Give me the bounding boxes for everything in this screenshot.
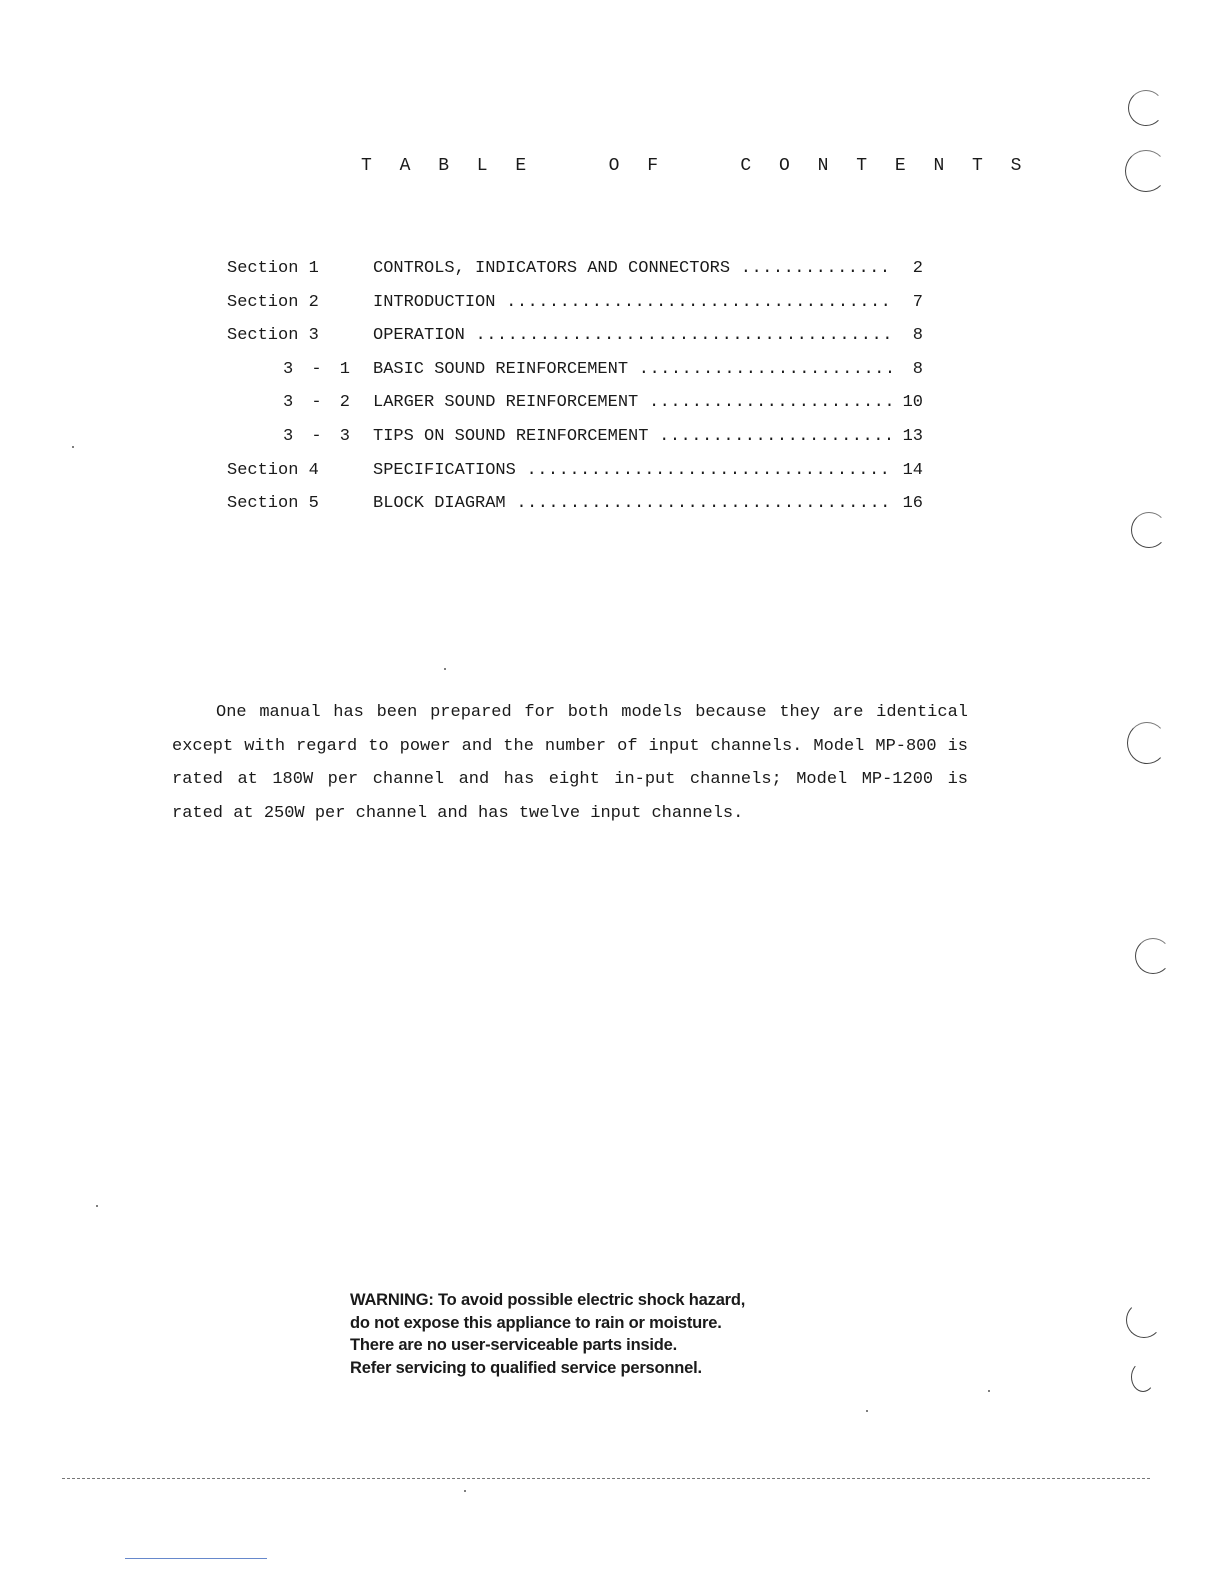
toc-row [227, 389, 927, 423]
warning-line: WARNING: To avoid possible electric shock hazard, [350, 1291, 746, 1309]
toc-entry-title: BASIC SOUND REINFORCEMENT ..... [373, 356, 893, 384]
toc-label: Section 3 [227, 326, 319, 346]
scan-speck [72, 446, 74, 448]
toc-page-number: 7 [912, 292, 923, 312]
toc-page-number: 2 [912, 259, 923, 278]
toc-label: Section 1 [227, 259, 319, 278]
toc-label: Section 2 [227, 292, 319, 312]
punch-hole-mark [1135, 938, 1171, 974]
toc-row [227, 457, 927, 491]
intro-paragraph: One manual has been prepared for both models because they are identical except with regard to power and the number of input channels. Model MP-800 is rated at 180W per channel and has eight in-put channels; Model MP-1200 is rated at 250W per channel and has twelve input channels. [172, 703, 968, 823]
toc-title: T A B L E O F C O N T E N T S [361, 156, 1022, 176]
toc-entry-title: SPECIFICATIONS ..... [373, 457, 893, 485]
toc-row [227, 322, 927, 356]
bottom-rule [62, 1478, 1150, 1479]
toc-page-number: 14 [902, 460, 923, 480]
toc-row [227, 289, 927, 323]
toc-label: Section 4 [227, 460, 319, 480]
scan-speck [464, 1490, 466, 1492]
scan-speck [988, 1390, 990, 1392]
toc-entry-title: INTRODUCTION ..... [373, 289, 893, 317]
toc-sublabel: 3 - 2 [283, 393, 353, 413]
scan-speck [866, 1410, 868, 1412]
scan-speck [444, 668, 446, 670]
toc-row [227, 356, 927, 390]
toc-entry-title: OPERATION ..... [373, 322, 893, 350]
warning-notice [350, 1289, 745, 1379]
punch-hole-mark [1128, 90, 1164, 126]
toc-list [227, 255, 927, 524]
toc-page-number: 10 [902, 393, 923, 413]
toc-page-number: 13 [902, 426, 923, 446]
footer-mark [125, 1558, 267, 1559]
warning-line: do not expose this appliance to rain or moisture. [350, 1313, 722, 1332]
punch-hole-mark [1131, 512, 1167, 548]
toc-row [227, 423, 927, 457]
toc-page-number: 8 [912, 326, 923, 346]
toc-entry-title: TIPS ON SOUND REINFORCEMENT ..... [373, 423, 893, 451]
toc-page-number: 16 [902, 494, 923, 514]
toc-sublabel: 3 - 3 [283, 426, 353, 446]
warning-line: Refer servicing to qualified service personnel. [350, 1358, 702, 1377]
toc-sublabel: 3 - 1 [283, 359, 353, 379]
warning-line: There are no user-serviceable parts inside. [350, 1336, 678, 1354]
toc-entry-title: LARGER SOUND REINFORCEMENT ..... [373, 389, 893, 417]
toc-page-number: 8 [912, 359, 923, 379]
scan-speck [96, 1205, 98, 1207]
toc-entry-title: BLOCK DIAGRAM ..... [373, 490, 893, 518]
toc-entry-title: CONTROLS, INDICATORS AND CONNECTORS ..... [373, 255, 893, 283]
toc-row [227, 490, 927, 524]
toc-label: Section 5 [227, 494, 319, 514]
punch-hole-mark [1125, 150, 1167, 192]
punch-hole-mark [1126, 1302, 1162, 1338]
punch-hole-mark [1131, 1362, 1155, 1392]
toc-row [227, 255, 927, 289]
punch-hole-mark [1127, 722, 1167, 764]
